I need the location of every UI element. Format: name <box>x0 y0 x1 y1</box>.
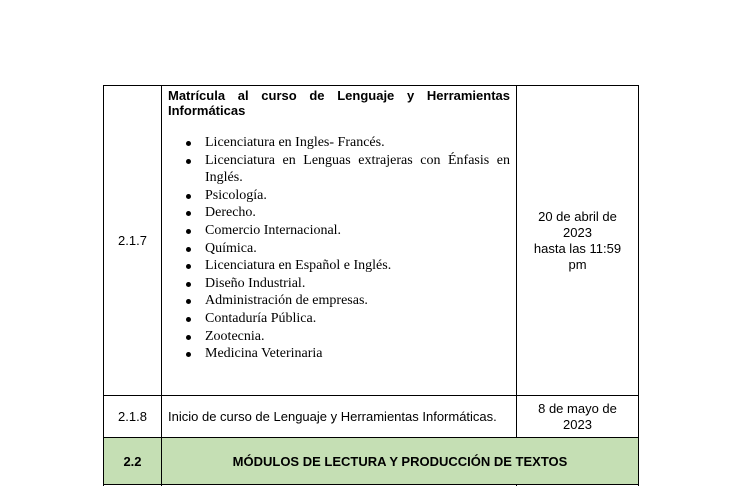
list-item: Licenciatura en Lenguas extrajeras con Énfasis en Inglés. <box>168 152 510 187</box>
item-deadline: 20 de abril de 2023 hasta las 11:59 pm <box>517 86 639 396</box>
list-item: Comercio Internacional. <box>168 222 510 240</box>
program-list <box>168 134 510 363</box>
item-title: Matrícula al curso de Lenguaje y Herramientas Informáticas <box>168 88 510 118</box>
bullet-icon <box>186 159 191 164</box>
schedule-table <box>103 85 639 486</box>
list-item: Contaduría Pública. <box>168 310 510 328</box>
bullet-icon <box>186 194 191 199</box>
bullet-icon <box>186 247 191 252</box>
section-number: 2.2 <box>104 438 162 485</box>
list-item: Psicología. <box>168 187 510 205</box>
item-description <box>162 86 517 396</box>
bullet-icon <box>186 352 191 357</box>
bullet-icon <box>186 229 191 234</box>
list-item: Diseño Industrial. <box>168 275 510 293</box>
item-number: 2.1.7 <box>104 86 162 396</box>
item-number: 2.1.8 <box>104 396 162 438</box>
list-item: Medicina Veterinaria <box>168 345 510 363</box>
table-row <box>104 86 639 396</box>
bullet-icon <box>186 282 191 287</box>
bullet-icon <box>186 317 191 322</box>
bullet-icon <box>186 211 191 216</box>
list-item: Zootecnia. <box>168 328 510 346</box>
list-item: Licenciatura en Ingles- Francés. <box>168 134 510 152</box>
list-item: Química. <box>168 240 510 258</box>
table-row <box>104 396 639 438</box>
bullet-icon <box>186 299 191 304</box>
item-deadline: 8 de mayo de 2023 <box>517 396 639 438</box>
list-item: Licenciatura en Español e Inglés. <box>168 257 510 275</box>
list-item: Derecho. <box>168 204 510 222</box>
bullet-icon <box>186 141 191 146</box>
bullet-icon <box>186 264 191 269</box>
item-description: Inicio de curso de Lenguaje y Herramientas Informáticas. <box>162 396 517 438</box>
section-header-row <box>104 438 639 485</box>
bullet-icon <box>186 335 191 340</box>
section-title: MÓDULOS DE LECTURA Y PRODUCCIÓN DE TEXTOS <box>162 438 639 485</box>
list-item: Administración de empresas. <box>168 292 510 310</box>
